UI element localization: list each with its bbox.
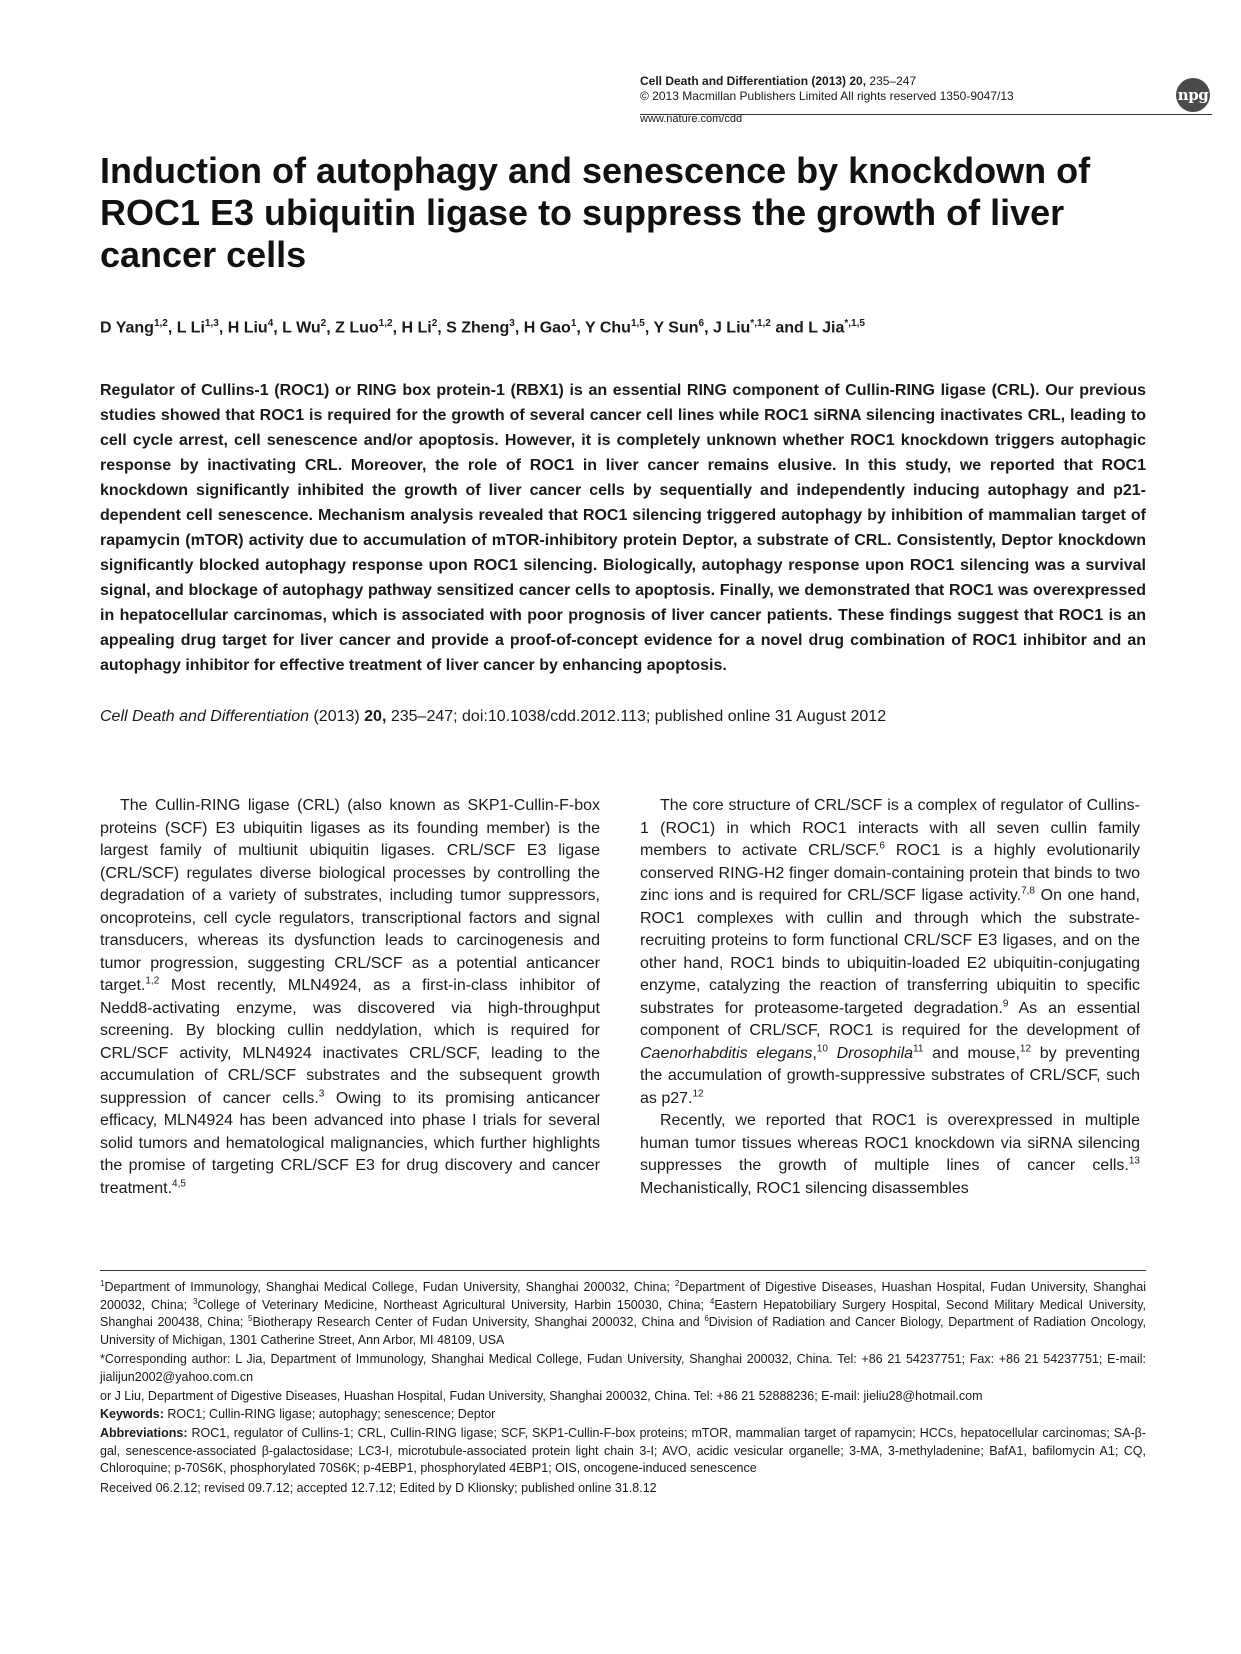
reference-marker[interactable]: 12 [1019,1043,1032,1055]
reference-marker[interactable]: 11 [913,1043,924,1055]
author-affiliation: 6 [698,318,705,329]
author-affiliation: 2 [320,318,327,329]
author-list [100,318,1150,337]
author-name: L Li [176,319,205,337]
body-text: and mouse, [923,1044,1020,1062]
journal-line [640,74,1200,89]
author-name: H Li [401,319,432,337]
reference-marker[interactable]: 10 [816,1043,828,1055]
author-separator: , [576,319,585,337]
citation-volume: 20, [364,708,387,725]
corresponding-author: *Corresponding author: L Jia, Department of Immunology, Shanghai Medical College, Fudan University, Shanghai 200032, China. Tel: +86 21 54237751; Fax: +86 21 54237751; E-mail: jialijun2002@yahoo.com.cn [100,1352,1146,1384]
body-text: , [812,1044,817,1062]
author-separator: and [770,319,809,337]
species-name: Caenorhabditis elegans [640,1044,813,1062]
body-paragraph [640,795,1140,1110]
body-text: Mechanistically, ROC1 silencing disassembles [640,1179,969,1197]
keywords [100,1406,1146,1424]
body-text: ROC1 is a highly evolutionarily conserved RING-H2 finger domain-containing protein that binds to two zinc ions and is required for CRL/SCF ligase activity. [640,842,1140,904]
author-name: S Zheng [446,319,510,337]
affiliation-number: 4 [709,1296,715,1306]
body-text: Owing to its promising anticancer efficacy, MLN4924 has been advanced into phase I trials for several solid tumors and hematological malignancies, which further highlights the promise of targeting CRL/SCF E3 for drug discovery and cancer treatment. [100,1089,600,1197]
header-divider [640,114,1212,115]
author-affiliation: 1,3 [204,318,219,329]
author-affiliation: 1,2 [153,318,168,329]
affiliation-text: College of Veterinary Medicine, Northeast Agricultural University, Harbin 150030, China; [197,1297,710,1312]
copyright-line: © 2013 Macmillan Publishers Limited All rights reserved 1350-9047/13 [640,89,1014,103]
author-affiliation: 1,5 [630,318,645,329]
body-column-right [640,795,1140,1200]
abstract: Regulator of Cullins-1 (ROC1) or RING box protein-1 (RBX1) is an essential RING component of Cullin-RING ligase (CRL). Our previous studies showed that ROC1 is required for the growth of several cancer cell lines while ROC1 siRNA silencing inactivates CRL, leading to cell cycle arrest, cell senescence and/or apoptosis. However, it is completely unknown whether ROC1 knockdown triggers autophagic response by inactivating CRL. Moreover, the role of ROC1 in liver cancer remains elusive. In this study, we reported that ROC1 knockdown significantly inhibited the growth of liver cancer cells by sequentially and independently inducing autophagy and p21-dependent cell senescence. Mechanism analysis revealed that ROC1 silencing triggered autophagy by inhibition of mammalian target of rapamycin (mTOR) activity due to accumulation of mTOR-inhibitory protein Deptor, a substrate of CRL. Consistently, Deptor knockdown significantly blocked autophagy response upon ROC1 silencing. Biologically, autophagy response upon ROC1 silencing was a survival signal, and blockage of autophagy pathway sensitized cancer cells to apoptosis. Finally, we demonstrated that ROC1 was overexpressed in hepatocellular carcinomas, which is associated with poor prognosis of liver cancer patients. These findings suggest that ROC1 is an appealing drug target for liver cancer and provide a proof-of-concept evidence for a novel drug combination of ROC1 inhibitor and an autophagy inhibitor for effective treatment of liver cancer by enhancing apoptosis. [100,382,1146,674]
affiliation-text: Department of Digestive Diseases, Huashan Hospital, Fudan University, Shanghai 200032, China; [100,1280,1146,1312]
author-name: Y Sun [653,319,699,337]
affiliations [100,1279,1146,1349]
received-dates: Received 06.2.12; revised 09.7.12; accepted 12.7.12; Edited by D Klionsky; published online 31.8.12 [100,1480,657,1495]
body-text: The core structure of CRL/SCF is a complex of regulator of Cullins-1 (ROC1) in which ROC1 interacts with all seven cullin family members to activate CRL/SCF. [640,797,1140,859]
author-separator: , [644,319,654,337]
citation-details[interactable]: 235–247; doi:10.1038/cdd.2012.113; published online 31 August 2012 [386,708,887,725]
author-name: L Wu [282,319,321,337]
affiliation-text: Biotherapy Research Center of Fudan University, Shanghai 200032, China and [252,1315,705,1329]
body-paragraph [640,1110,1140,1200]
citation-line [100,706,1146,728]
author-affiliation: 2 [431,318,438,329]
article-title: Induction of autophagy and senescence by knockdown of ROC1 E3 ubiquitin ligase to suppress the growth of liver cancer cells [100,150,1091,275]
species-name: Drosophila [836,1044,914,1062]
author-affiliation: 3 [509,318,515,329]
affiliation-number: 3 [192,1296,198,1306]
author-name: Y Chu [585,319,631,337]
body-text [828,1045,837,1062]
reference-marker[interactable]: 12 [692,1088,704,1100]
page-range: 235–247 [869,74,917,88]
author-separator: , [167,319,177,337]
author-name: D Yang [100,319,154,337]
body-column-left [100,795,600,1200]
affiliation-text: Division of Radiation and Cancer Biology, Department of Radiation Oncology, University of Michigan, 1301 Catherine Street, Ann Arbor, MI 48109, USA [100,1315,1146,1347]
citation-journal: Cell Death and Differentiation [100,708,310,725]
author-name: H Gao [523,319,571,337]
citation-year: (2013) [309,708,365,725]
affiliation-number: 1 [100,1278,105,1288]
body-text: On one hand, ROC1 complexes with cullin and through which the substrate-recruiting proteins to form functional CRL/SCF E3 ligases, and on the other hand, ROC1 binds to ubiquitin-loaded E2 ubiquitin-conjugating enzyme, catalyzing the reaction of transferring ubiquitin to specific substrates for proteasome-targeted degradation. [640,887,1141,1017]
npg-logo: npg [1176,78,1210,112]
reference-marker[interactable]: 1,2 [145,975,160,987]
author-separator: , [218,319,228,337]
abbreviations [100,1425,1146,1478]
author-affiliation: 4 [267,318,274,329]
running-header [640,74,1200,127]
author-separator: , [437,319,447,337]
body-text: by preventing the accumulation of growth-suppressive substrates of CRL/SCF, such as p27. [640,1044,1140,1107]
author-separator: , [326,319,336,337]
author-name: Z Luo [335,319,379,337]
reference-marker[interactable]: 7,8 [1021,885,1035,897]
author-separator: , [704,319,713,337]
reference-marker[interactable]: 3 [318,1088,325,1100]
author-affiliation: 1 [570,318,577,329]
reference-marker[interactable]: 4,5 [172,1178,186,1190]
abbreviations-label: Abbreviations: [100,1426,188,1440]
body-paragraph [100,795,600,1200]
body-text: Most recently, MLN4924, as a first-in-class inhibitor of Nedd8-activating enzyme, was discovered via high-throughput screening. By blocking cullin neddylation, which is required for CRL/SCF activity, MLN4924 inactivates CRL/SCF, leading to the accumulation of CRL/SCF substrates and the subsequent growth suppression of cancer cells. [100,977,600,1107]
reference-marker[interactable]: 6 [879,840,885,852]
corresponding-author-2: or J Liu, Department of Digestive Diseases, Huashan Hospital, Fudan University, Shanghai 200032, China. Tel: +86 21 52888236; E-mail: jieliu28@hotmail.com [100,1389,983,1403]
abbreviations-text: ROC1, regulator of Cullins-1; CRL, Cullin-RING ligase; SCF, SKP1-Cullin-F-box proteins; mTOR, mammalian target of rapamycin; HCCs, hepatocellular carcinomas; SA-β-gal, senescence-associated β-galactosidase; LC3-I, microtubule-associated protein light chain 3-I; AVO, acidic vesicular organelle; 3-MA, 3-methyladenine; BafA1, bafilomycin A1; CQ, Chloroquine; p-70S6K, phosphorylated 70S6K; p-4EBP1, phosphorylated 4EBP1; OIS, oncogene-induced senescence [100,1426,1146,1475]
author-affiliation: 1,2 [378,318,393,329]
reference-marker[interactable]: 13 [1128,1155,1140,1167]
author-name: L Jia [808,319,845,337]
footnote-divider [100,1270,1146,1271]
author-name: J Liu [712,319,751,337]
author-affiliation: *,1,5 [844,318,865,329]
author-separator: , [392,319,402,337]
journal-name: Cell Death and Differentiation (2013) 20, [640,74,867,88]
affiliation-number: 6 [704,1313,709,1323]
affiliation-text: Eastern Hepatobiliary Surgery Hospital, Second Military Medical University, Shanghai 200438, China; [100,1297,1146,1329]
body-text: The Cullin-RING ligase (CRL) (also known as SKP1-Cullin-F-box proteins (SCF) E3 ubiquitin ligases as its founding member) is the largest family of multiunit ubiquitin ligases. CRL/SCF E3 ligase (CRL/SCF) regulates diverse biological processes by controlling the degradation of a variety of substrates, including tumor suppressors, oncoproteins, cell cycle regulators, transcriptional factors and signal transducers, whereas its dysfunction leads to carcinogenesis and tumor progression, suggesting CRL/SCF as a potential anticancer target. [100,797,600,994]
body-text: Recently, we reported that ROC1 is overexpressed in multiple human tumor tissues whereas ROC1 knockdown via siRNA silencing suppresses the growth of multiple lines of cancer cells. [640,1112,1140,1174]
affiliation-number: 5 [248,1313,253,1323]
author-affiliation: *,1,2 [750,318,771,329]
body-text: As an essential component of CRL/SCF, ROC1 is required for the development of [640,999,1140,1039]
author-separator: , [273,319,283,337]
keywords-text: ROC1; Cullin-RING ligase; autophagy; senescence; Deptor [163,1406,496,1421]
author-separator: , [514,319,524,337]
keywords-label: Keywords: [100,1406,164,1421]
footnotes [100,1279,1146,1499]
affiliation-number: 2 [674,1278,680,1288]
reference-marker[interactable]: 9 [1002,998,1009,1010]
author-name: H Liu [227,319,268,337]
journal-url[interactable]: www.nature.com/cdd [640,113,743,125]
affiliation-text: Department of Immunology, Shanghai Medical College, Fudan University, Shanghai 200032, China; [104,1280,675,1294]
